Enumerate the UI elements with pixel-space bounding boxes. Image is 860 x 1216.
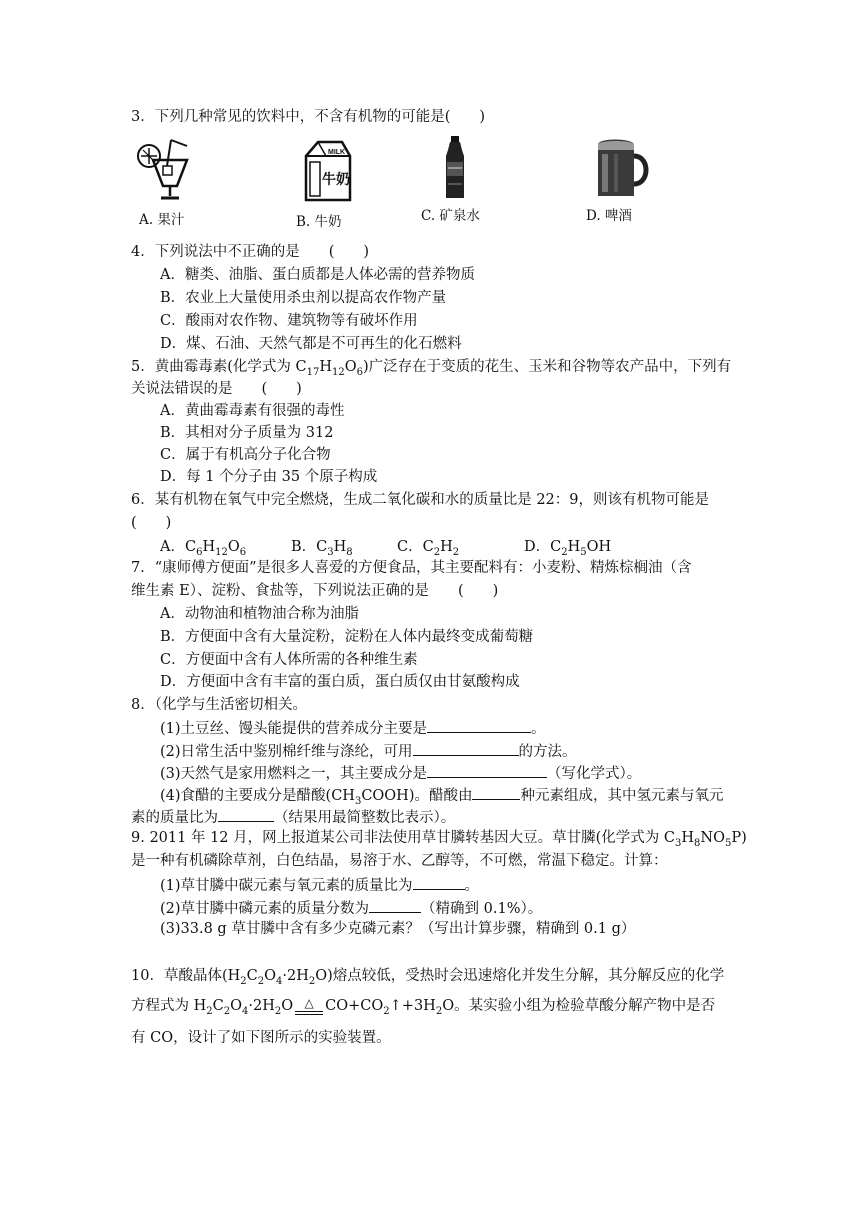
svg-text:牛奶: 牛奶 (322, 172, 350, 188)
q9-sub1: (1)草甘膦中碳元素与氧元素的质量比为 。 (160, 873, 479, 897)
q8-sub1: (1)土豆丝、馒头能提供的营养成分主要是 。 (160, 716, 546, 740)
q3-stem: 3．下列几种常见的饮料中，不含有机物的可能是( ) (131, 109, 486, 125)
answer-blank[interactable] (413, 739, 519, 756)
q10-line2: 方程式为 $H_2C_2O_4\cdot 2H_2O$ △ $CO+CO_2↑+3H_2O$。某实验小组为检验草酸分解产物中是否 (131, 996, 716, 1017)
q6-option-d: D．$C_2H_5OH$ (524, 539, 612, 558)
answer-blank[interactable] (472, 783, 520, 800)
q5-stem-line1: 5．黄曲霉毒素(化学式为 $C_{17}H_{12}O_6$)广泛存在于变质的花生、玉米和谷物等农产品中，下列有 (131, 359, 732, 378)
q9-sub2: (2)草甘膦中磷元素的质量分数为 （精确到 0.1%）。 (160, 896, 542, 920)
option-a-label: A. 果汁 (139, 212, 185, 228)
q7-option-d: D．方便面中含有丰富的蛋白质，蛋白质仅由甘氨酸构成 (160, 674, 520, 690)
q6-stem-line2: ( ) (131, 515, 172, 531)
q3-options-pictures (131, 136, 731, 236)
q9-stem-line2: 是一种有机磷除草剂，白色结晶，易溶于水、乙醇等，不可燃，常温下稳定。计算： (131, 853, 668, 869)
q8-sub2: (2)日常生活中鉴别棉纤维与涤纶，可用 的方法。 (160, 739, 577, 763)
q6-stem-line1: 6．某有机物在氧气中完全燃烧，生成二氧化碳和水的质量比是 22：9，则该有机物可能是 (131, 492, 710, 508)
q10-line1: 10．草酸晶体$(H_2C_2O_4\cdot 2H_2O)$熔点较低，受热时会迅速熔化并发生分解，其分解反应的化学 (131, 968, 725, 987)
q4-option-b: B．农业上大量使用杀虫剂以提高农作物产量 (160, 290, 447, 306)
answer-blank[interactable] (413, 873, 465, 890)
answer-blank[interactable] (427, 716, 531, 733)
option-a-picture (131, 136, 211, 236)
answer-blank[interactable] (427, 761, 547, 778)
beer-mug-icon (590, 138, 660, 200)
q7-stem-line1: 7．“康师傅方便面”是很多人喜爱的方便食品，其主要配料有：小麦粉、精炼棕榈油（含 (131, 560, 692, 576)
svg-text:MILK: MILK (328, 149, 346, 156)
q9-stem-line1: 9. 2011 年 12 月，网上报道某公司非法使用草甘膦转基因大豆。草甘膦(化学式为 $C_3H_8NO_5P$) (131, 830, 747, 849)
q8-sub4: (4)食醋的主要成分是醋酸$(CH_3COOH)$。醋酸由 种元素组成，其中氢元素与氧元 (160, 783, 723, 813)
q7-option-b: B．方便面中含有大量淀粉，淀粉在人体内最终变成葡萄糖 (160, 629, 534, 645)
q5-option-d: D．每 1 个分子由 35 个原子构成 (160, 469, 378, 485)
q9-sub3: (3)33.8 g 草甘膦中含有多少克磷元素？（写出计算步骤，精确到 0.1 g） (160, 921, 636, 937)
q7-stem-line2: 维生素 E）、淀粉、食盐等，下列说法正确的是 ( ) (131, 583, 499, 599)
juice-glass-icon (131, 136, 201, 206)
q6-option-a: A．$C_6H_{12}O_6$ (160, 539, 247, 558)
q6-option-c: C．$C_2H_2$ (397, 539, 460, 558)
heating-condition-sign: △ (293, 995, 325, 1017)
q8-stem: 8．（化学与生活密切相关。 (131, 697, 307, 713)
q6-option-b: B．$C_3H_8$ (291, 539, 353, 558)
q5-stem-line2: 关说法错误的是 ( ) (131, 381, 302, 397)
water-bottle-icon (435, 136, 475, 202)
q5-option-b: B．其相对分子质量为 312 (160, 425, 334, 441)
q4-stem: 4．下列说法中不正确的是 ( ) (131, 244, 370, 260)
option-c-picture (421, 136, 511, 234)
q4-option-d: D．煤、石油、天然气都是不可再生的化石燃料 (160, 336, 462, 352)
q5-option-a: A．黄曲霉毒素有很强的毒性 (160, 403, 345, 419)
option-b-label: B. 牛奶 (296, 214, 342, 230)
q8-sub3: (3)天然气是家用燃料之一，其主要成分是 （写化学式）。 (160, 761, 641, 785)
q8-sub4-line2: 素的质量比为 （结果用最简整数比表示）。 (131, 805, 455, 829)
q4-option-a: A．糖类、油脂、蛋白质都是人体必需的营养物质 (160, 267, 475, 283)
option-d-picture (586, 138, 676, 234)
option-d-label: D. 啤酒 (586, 208, 632, 224)
q4-option-c: C．酸雨对农作物、建筑物等有破坏作用 (160, 313, 418, 329)
q5-option-c: C．属于有机高分子化合物 (160, 447, 331, 463)
option-c-label: C. 矿泉水 (421, 208, 480, 224)
answer-blank[interactable] (369, 896, 421, 913)
option-b-picture (296, 138, 376, 236)
answer-blank[interactable] (218, 805, 274, 822)
q10-line3: 有 CO，设计了如下图所示的实验装置。 (131, 1030, 391, 1046)
q7-option-a: A．动物油和植物油合称为油脂 (160, 606, 359, 622)
q7-option-c: C．方便面中含有人体所需的各种维生素 (160, 652, 418, 668)
milk-carton-icon (296, 138, 356, 204)
